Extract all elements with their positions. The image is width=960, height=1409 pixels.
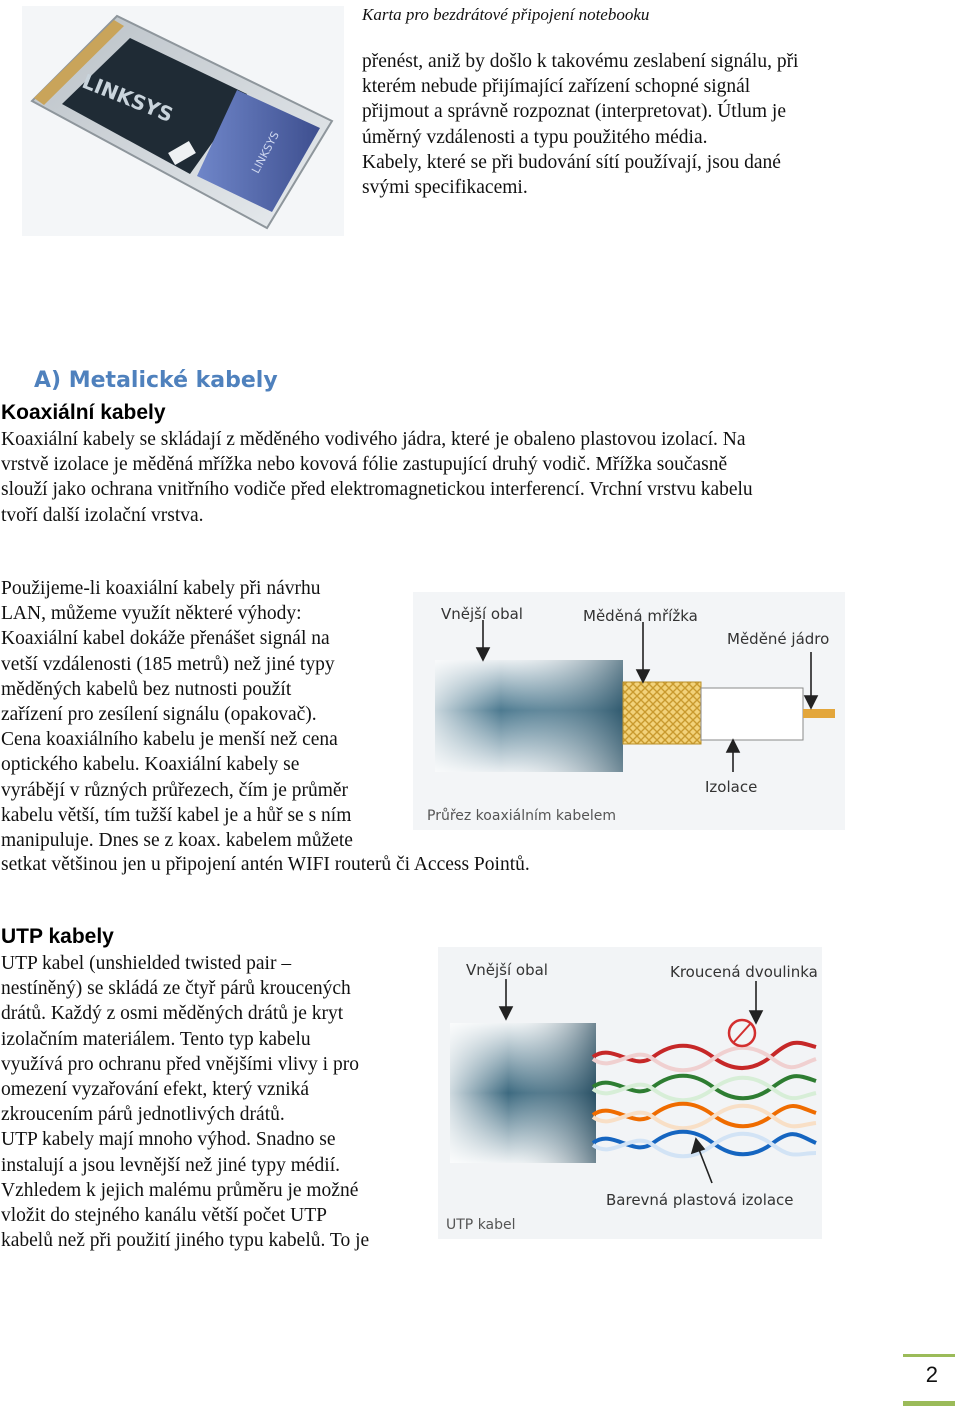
card-brand-text: LINKSYS xyxy=(78,68,177,128)
page-number: 2 xyxy=(925,1362,938,1387)
card-caption: Karta pro bezdrátové připojení notebooku xyxy=(362,5,650,24)
utp-line: UTP kabel (unshielded twisted pair – xyxy=(1,953,292,974)
coax-figure xyxy=(413,592,845,830)
card-side-text: LINKSYS xyxy=(249,129,282,176)
coax-adv-line: Použijeme-li koaxiální kabely při návrhu xyxy=(1,578,321,599)
intro-line: přijmout a správně rozpoznat (interpretovat). Útlum je xyxy=(362,101,786,123)
coax-adv-line: Koaxiální kabel dokáže přenášet signál na xyxy=(1,628,330,650)
intro-line: svými specifikacemi. xyxy=(362,177,528,199)
intro-line: Kabely, které se při budování sítí používají, jsou dané xyxy=(362,151,781,173)
intro-line: kterém nebude přijímající zařízení schopné signál xyxy=(362,76,751,98)
coax-advantages-paragraph xyxy=(1,576,421,853)
utp-label-twisted: Kroucená dvoulinka xyxy=(670,963,818,981)
utp-line: Vzhledem k jejich malému průměru je možné xyxy=(1,1179,359,1201)
section-title: A) Metalické kabely xyxy=(34,368,278,393)
utp-figure-caption: UTP kabel xyxy=(446,1217,516,1233)
coax-adv-line: LAN, můžeme využít některé výhody: xyxy=(1,603,302,625)
utp-line: izolačním materiálem. Tento typ kabelu xyxy=(1,1028,311,1050)
coax-mesh xyxy=(623,682,701,744)
utp-label-outer: Vnější obal xyxy=(466,961,548,979)
coax-adv-line: Cena koaxiálního kabelu je menší než cena xyxy=(1,729,338,751)
utp-figure xyxy=(438,947,822,1239)
wireless-card-image xyxy=(22,6,344,236)
page-number-rule-bottom xyxy=(903,1401,955,1406)
utp-line: kabelů než při použití jiného typu kabelů. To je xyxy=(1,1230,370,1252)
utp-line: nestíněný) se skládá ze čtyř párů kroucených xyxy=(1,978,351,1000)
coax-adv-line: měděných kabelů bez nutnosti použít xyxy=(1,678,292,700)
coax-figure-caption: Průřez koaxiálním kabelem xyxy=(427,808,617,824)
coax-label-core: Měděné jádro xyxy=(727,630,830,648)
coax-label-outer: Vnější obal xyxy=(441,605,523,623)
coax-adv-line: kabelu větší, tím tužší kabel je a hůř se s ním xyxy=(1,804,352,826)
utp-line: UTP kabely mají mnoho výhod. Snadno se xyxy=(1,1129,336,1151)
coax-label-insulation: Izolace xyxy=(705,778,758,796)
utp-paragraph xyxy=(1,951,421,1253)
coax-adv-line: manipuluje. Dnes se z koax. kabelem můžete xyxy=(1,830,353,852)
coax-label-mesh: Měděná mřížka xyxy=(583,607,698,625)
utp-line: využívá pro ochranu před vnějšími vlivy i pro xyxy=(1,1053,359,1075)
coax-heading: Koaxiální kabely xyxy=(1,401,166,424)
utp-heading: UTP kabely xyxy=(1,925,114,948)
intro-line: přenést, aniž by došlo k takovému zeslabení signálu, při xyxy=(362,51,799,72)
coax-last-line: setkat většinou jen u připojení antén WIFI routerů či Access Pointů. xyxy=(1,854,530,875)
utp-line: drátů. Každý z osmi měděných drátů je kryt xyxy=(1,1003,344,1025)
coax-adv-line: vetší vzdálenosti (185 metrů) než jiné typy xyxy=(1,653,335,675)
coax-adv-line: zařízení pro zesílení signálu (opakovač). xyxy=(1,704,317,726)
coax-line: vrstvě izolace je měděná mřížka nebo kovová fólie zastupující druhý vodič. Mřížka současně xyxy=(1,454,728,476)
utp-line: vložit do stejného kanálu větší počet UTP xyxy=(1,1205,328,1227)
coax-core xyxy=(803,709,835,718)
utp-label-insulation: Barevná plastová izolace xyxy=(606,1191,794,1209)
intro-paragraph xyxy=(362,49,862,200)
page-number-rule-top xyxy=(903,1354,955,1357)
coax-adv-line: vyrábějí v různých průřezech, čím je průměr xyxy=(1,779,349,801)
coax-insulation xyxy=(701,688,803,740)
utp-line: omezení vyzařování efekt, který vzniká xyxy=(1,1079,310,1101)
coax-adv-line: optického kabelu. Koaxiální kabely se xyxy=(1,754,300,776)
coax-line: slouží jako ochrana vnitřního vodiče před elektromagnetickou interferencí. Vrchní vrstvu kabelu xyxy=(1,479,753,501)
coax-paragraph xyxy=(1,427,951,528)
intro-line: úměrný vzdálenosti a typu použitého média. xyxy=(362,126,708,148)
coax-line: Koaxiální kabely se skládají z měděného vodivého jádra, které je obaleno plastovou izolací. Na xyxy=(1,429,746,450)
utp-line: instalují a jsou levnější než jiné typy médií. xyxy=(1,1154,341,1176)
coax-line: tvoří další izolační vrstva. xyxy=(1,504,204,526)
utp-line: zkroucením párů jednotlivých drátů. xyxy=(1,1104,285,1126)
